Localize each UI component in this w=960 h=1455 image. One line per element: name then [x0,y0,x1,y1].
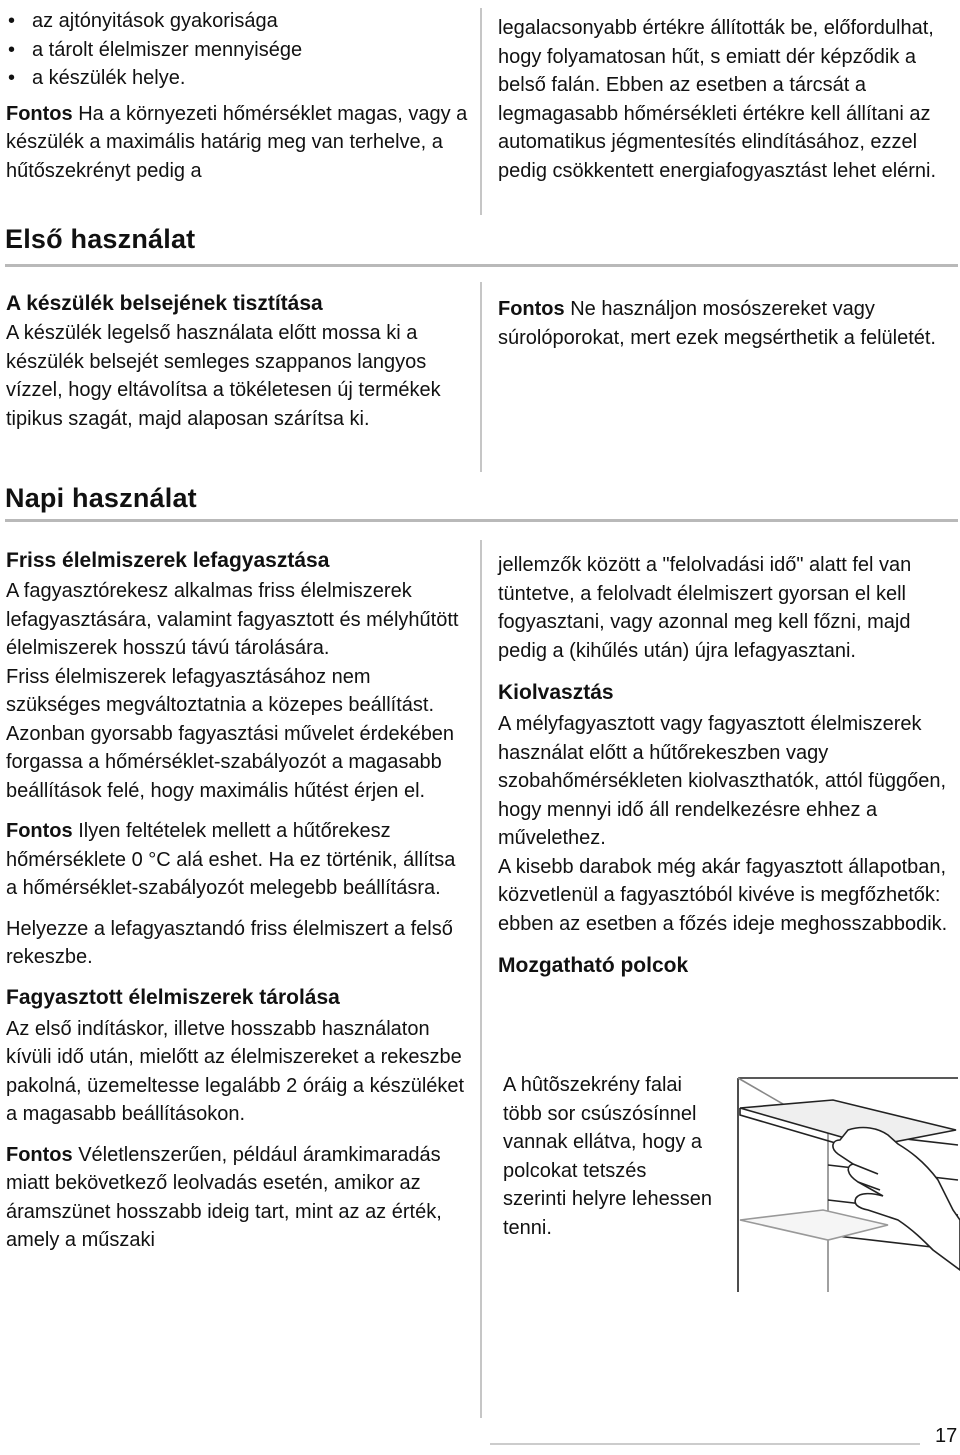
column-divider [480,540,482,1418]
cleaning-note [498,295,948,352]
shelves-paragraph [503,1071,713,1242]
continuation-paragraph: legalacsonyabb értékre állították be, előfordulhat, hogy folyamatosan hűt, s emiatt dér képződik a belső falán. Ebben az esetben a tárcsát a legmagasabb hőmérsékleti értékre kell állítani az automatikus jégmentesítés elindításához, ezzel pedig csökkentett energiafogyasztást lehet elérni. [498,17,937,182]
note-label: Fontos [6,1143,73,1166]
paragraph: Azonban gyorsabb fagyasztási művelet érdekében forgassa a hőmérséklet-szabályozót a magasabb beállítások felé, hogy maximális hűtést érjen el. [6,722,455,802]
subsection-title-movable-shelves: Mozgatható polcok [498,954,689,977]
subsection-title-frozen-storage: Fagyasztott élelmiszerek tárolása [6,985,340,1009]
paragraph: Az első indításkor, illetve hosszabb használaton kívüli idő után, mielőtt az élelmiszereket a rekeszbe pakolná, üzemeltesse legalább 2 óráig a készüléket a magasabb beállításokon. [6,1017,465,1125]
note-label: Fontos [498,298,565,320]
subsection-title-fresh-freezing: Friss élelmiszerek lefagyasztása [6,549,330,572]
daily-right-column [498,551,958,980]
paragraph: jellemzők között a "felolvadási idő" alatt fel van tüntetve, a felolvadt élelmiszert gyorsan el kell fogyasztani, vagy azonnal meg kell főzni, majd pedig a (kihűlés után) újra lefagyasztani. [498,554,912,662]
page-number: 17 [935,1425,958,1447]
top-left-column [6,7,468,185]
note-paragraph [498,295,948,352]
note-label: Fontos [6,102,73,125]
subsection-title-cleaning: A készülék belsejének tisztítása [6,292,323,315]
section-rule [5,519,958,522]
subsection-title-thawing: Kiolvasztás [498,681,614,704]
section-title-daily-use: Napi használat [5,483,197,513]
paragraph: A fagyasztórekesz alkalmas friss élelmiszerek lefagyasztására, valamint fagyasztott és mélyhűtött élelmiszerek hosszú távú tárolására. [6,580,459,659]
list-item: • a készülék helye. [6,64,468,93]
footer-rule [490,1443,920,1445]
note-text: Véletlenszerűen, például áramkimaradás miatt bekövetkező leolvadás esetén, amikor az áramszünet hosszabb ideig tart, mint az az érték, amely a műszaki [6,1143,442,1251]
shelf-lower [740,1210,888,1240]
list-item: • a tárolt élelmiszer mennyisége [6,36,468,65]
note-text: Ha a környezeti hőmérséklet magas, vagy a készülék a maximális határig meg van terhelve, a hűtőszekrényt pedig a [6,102,468,182]
paragraph: A kisebb darabok még akár fagyasztott állapotban, közvetlenül a fagyasztóból kivéve is megfőzhetők: ebben az esetben a főzés ideje meghosszabbodik. [498,855,948,935]
list-item: • az ajtónyitások gyakorisága [6,7,468,36]
cleaning-paragraph: A készülék legelső használata előtt mossa ki a készülék belsejét semleges szappanos langyos vízzel, hogy eltávolítsa a tökéletesen új termékek tipikus szagát, majd alaposan szárítsa ki. [6,322,441,430]
note-paragraph [6,100,468,186]
paragraph: A mélyfagyasztott vagy fagyasztott élelmiszerek használat előtt a hűtőrekeszben vagy szobahőmérsékleten kiolvaszthatók, attól függően, hogy mennyi idő áll rendelkezésre ehhez a művelethez. [498,713,947,849]
note-paragraph [6,817,468,903]
note-text: Ne használjon mosószereket vagy súrolóporokat, mert ezek megsérthetik a felületét. [498,298,936,349]
note-paragraph [6,1141,468,1255]
note-label: Fontos [6,820,73,842]
section-title-first-use: Első használat [5,224,196,254]
section-rule [5,264,958,267]
hand-icon [833,1128,960,1270]
column-divider [480,8,482,215]
note-text: Ilyen feltételek mellett a hűtőrekesz hőmérséklete 0 °C alá eshet. Ha ez történik, állítsa a hőmérséklet-szabályozót melegebb beállításra. [6,820,456,899]
paragraph: A hûtõszekrény falai több sor csúszósínnel vannak ellátva, hogy a polcokat tetszés szerinti helyre lehessen tenni. [503,1074,712,1239]
daily-left-column [6,547,468,1255]
top-right-column [498,14,958,185]
paragraph: Helyezze a lefagyasztandó friss élelmiszert a felső rekeszbe. [6,917,453,968]
paragraph: Friss élelmiszerek lefagyasztásához nem szükséges megváltoztatnia a közepes beállítást. [6,665,435,716]
cleaning-section [6,290,468,433]
column-divider [480,282,482,472]
shelf-illustration [728,1070,960,1295]
factor-list [6,7,468,93]
